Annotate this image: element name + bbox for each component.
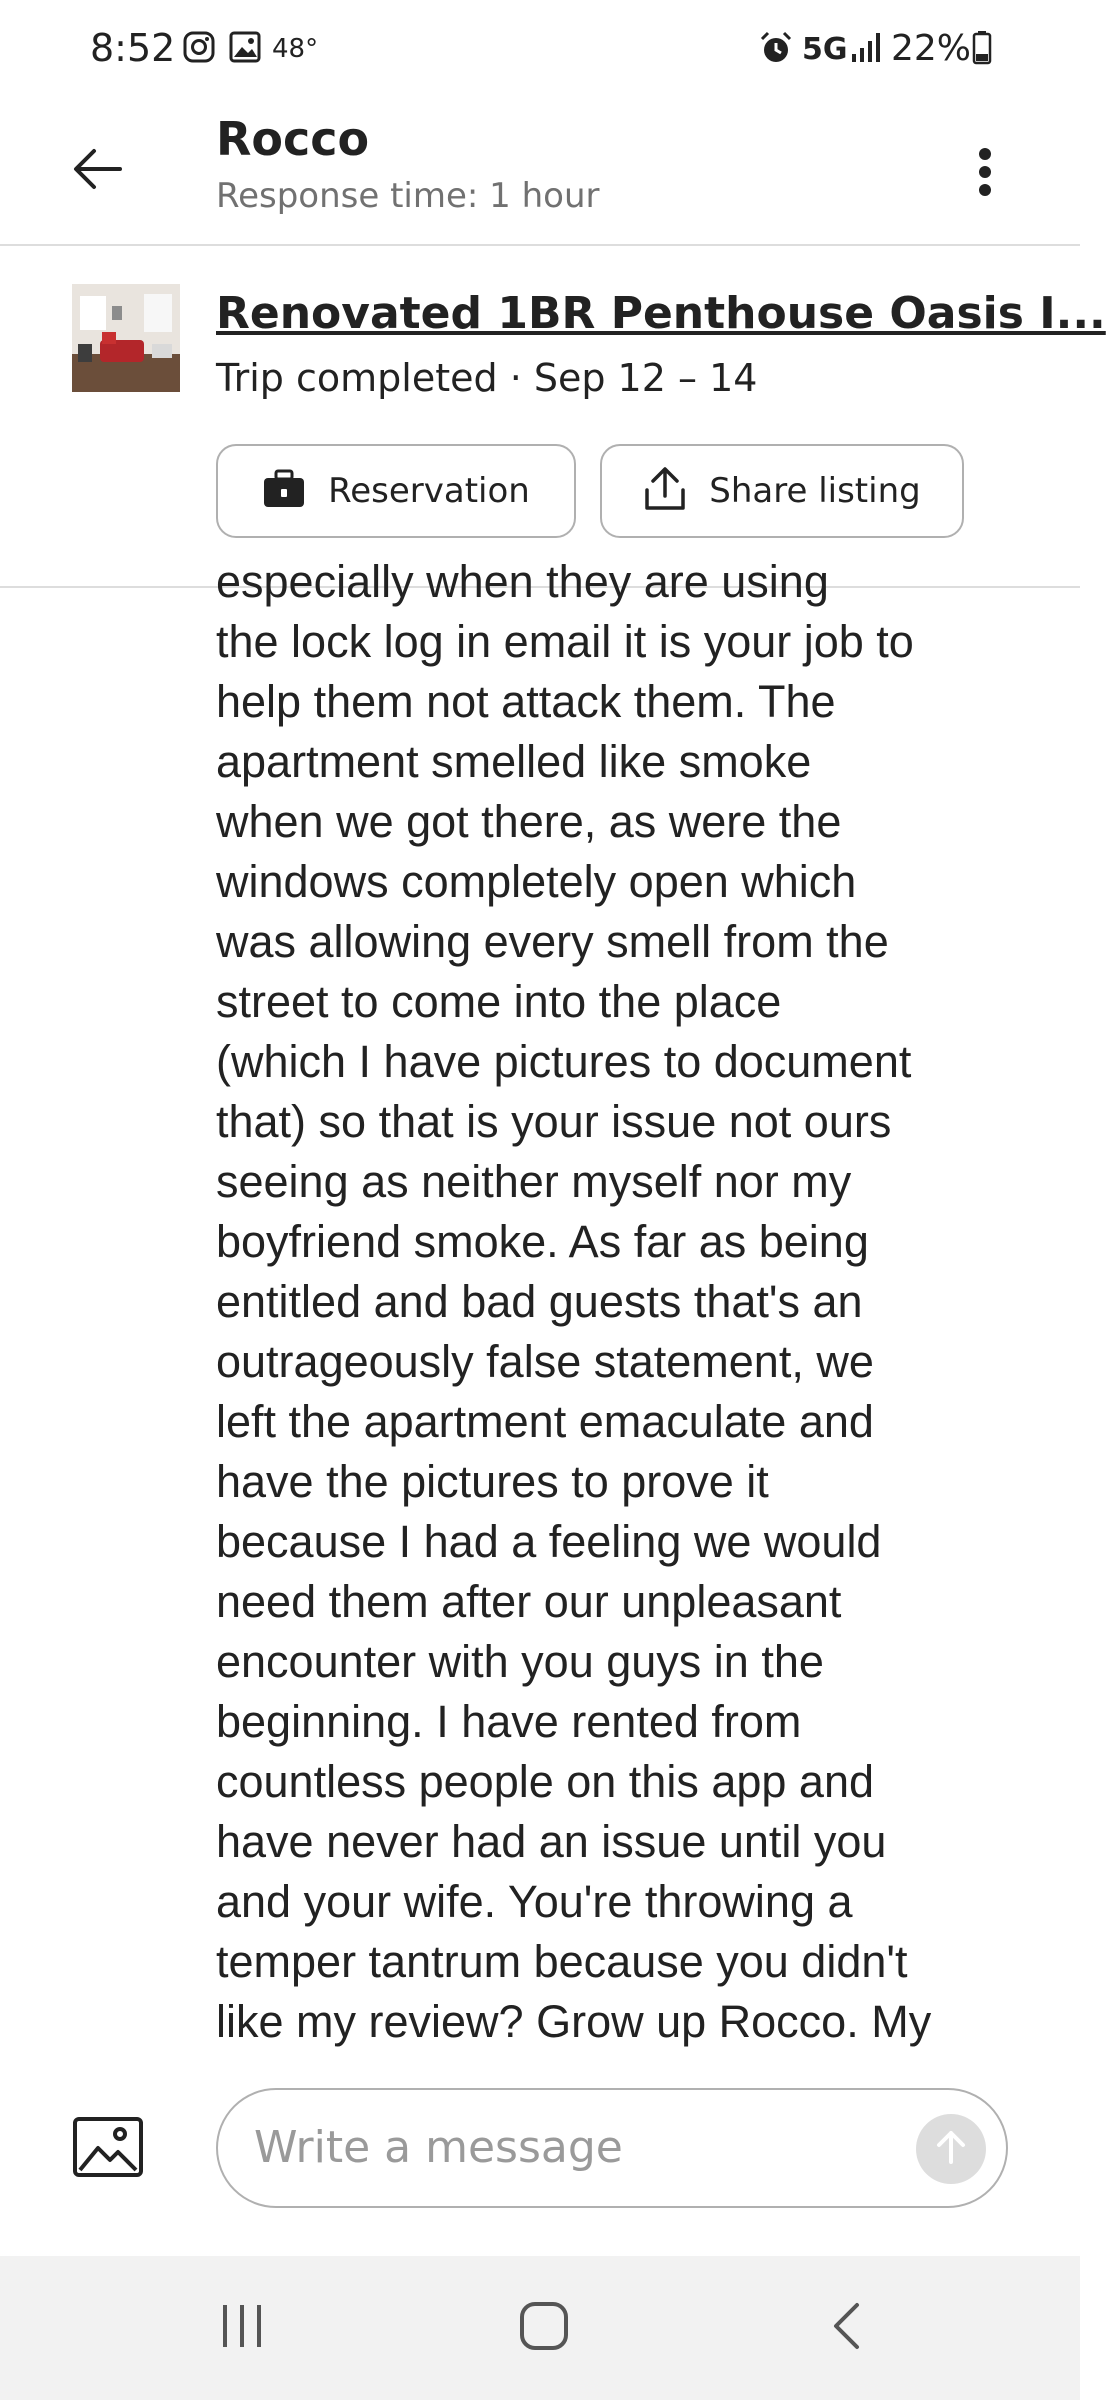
reservation-button[interactable] (216, 444, 576, 538)
status-time: 8:52 (90, 26, 176, 70)
message-line: boyfriend smoke. As far as being (216, 1216, 869, 1267)
gallery-icon (228, 30, 262, 68)
chevron-left-icon (831, 2302, 861, 2354)
reservation-label: Reservation (328, 471, 530, 511)
response-time: Response time: 1 hour (216, 176, 600, 216)
briefcase-icon (262, 469, 306, 513)
message-input[interactable] (216, 2088, 1008, 2208)
status-bar (0, 0, 1080, 100)
conversation-header (0, 100, 1080, 246)
message-line: countless people on this app and (216, 1756, 874, 1807)
listing-title[interactable]: Renovated 1BR Penthouse Oasis I... (216, 288, 1106, 339)
status-temperature: 48° (272, 34, 319, 64)
home-button[interactable] (504, 2296, 584, 2360)
system-nav-bar (0, 2256, 1080, 2400)
add-photo-button[interactable] (72, 2116, 144, 2178)
listing-card (0, 248, 1106, 588)
recent-apps-button[interactable] (202, 2296, 282, 2360)
message-line: because I had a feeling we would (216, 1516, 882, 1567)
host-name: Rocco (216, 112, 370, 166)
system-back-button[interactable] (806, 2296, 886, 2360)
send-button[interactable] (916, 2114, 986, 2184)
message-line: need them after our unpleasant (216, 1576, 842, 1627)
recent-apps-icon (219, 2303, 265, 2353)
message-line: especially when they are using (216, 556, 829, 607)
home-icon (519, 2301, 569, 2355)
message-placeholder: Write a message (254, 2122, 623, 2173)
message-line: help them not attack them. The (216, 676, 836, 727)
message-line: like my review? Grow up Rocco. My (216, 1996, 932, 2047)
message-line: when we got there, as were the (216, 796, 842, 847)
battery-icon (972, 30, 992, 68)
message-thread[interactable] (0, 556, 1080, 2047)
listing-thumbnail[interactable] (72, 284, 180, 392)
back-button[interactable] (62, 136, 132, 206)
share-listing-button[interactable] (600, 444, 964, 538)
message-line: have never had an issue until you (216, 1816, 887, 1867)
message-line: the lock log in email it is your job to (216, 616, 914, 667)
message-line: street to come into the place (216, 976, 782, 1027)
status-network: 5G (802, 32, 848, 67)
message-line: (which I have pictures to document (216, 1036, 912, 1087)
message-line: seeing as neither myself nor my (216, 1156, 852, 1207)
message-line: that) so that is your issue not ours (216, 1096, 892, 1147)
message-line: left the apartment emaculate and (216, 1396, 874, 1447)
arrow-up-icon (935, 2129, 967, 2169)
message-line: and your wife. You're throwing a (216, 1876, 853, 1927)
more-vertical-icon (978, 147, 992, 201)
status-battery: 22% (891, 28, 972, 69)
message-line: encounter with you guys in the (216, 1636, 824, 1687)
message-composer (0, 2060, 1080, 2220)
message-line: entitled and bad guests that's an (216, 1276, 863, 1327)
message-line: apartment smelled like smoke (216, 736, 812, 787)
share-listing-label: Share listing (709, 471, 921, 511)
message-line: was allowing every smell from the (216, 916, 889, 967)
more-options-button[interactable] (960, 134, 1010, 214)
message-line: windows completely open which (216, 856, 857, 907)
image-icon (72, 2163, 144, 2182)
arrow-left-icon (72, 147, 122, 195)
instagram-icon (182, 30, 216, 68)
message-line: beginning. I have rented from (216, 1696, 802, 1747)
message-line: temper tantrum because you didn't (216, 1936, 908, 1987)
signal-icon (850, 30, 884, 68)
trip-status: Trip completed · Sep 12 – 14 (216, 356, 758, 400)
message-line: have the pictures to prove it (216, 1456, 769, 1507)
message-line: outrageously false statement, we (216, 1336, 874, 1387)
share-icon (643, 466, 687, 516)
message-bubble (216, 552, 1016, 2052)
alarm-icon (758, 30, 794, 70)
